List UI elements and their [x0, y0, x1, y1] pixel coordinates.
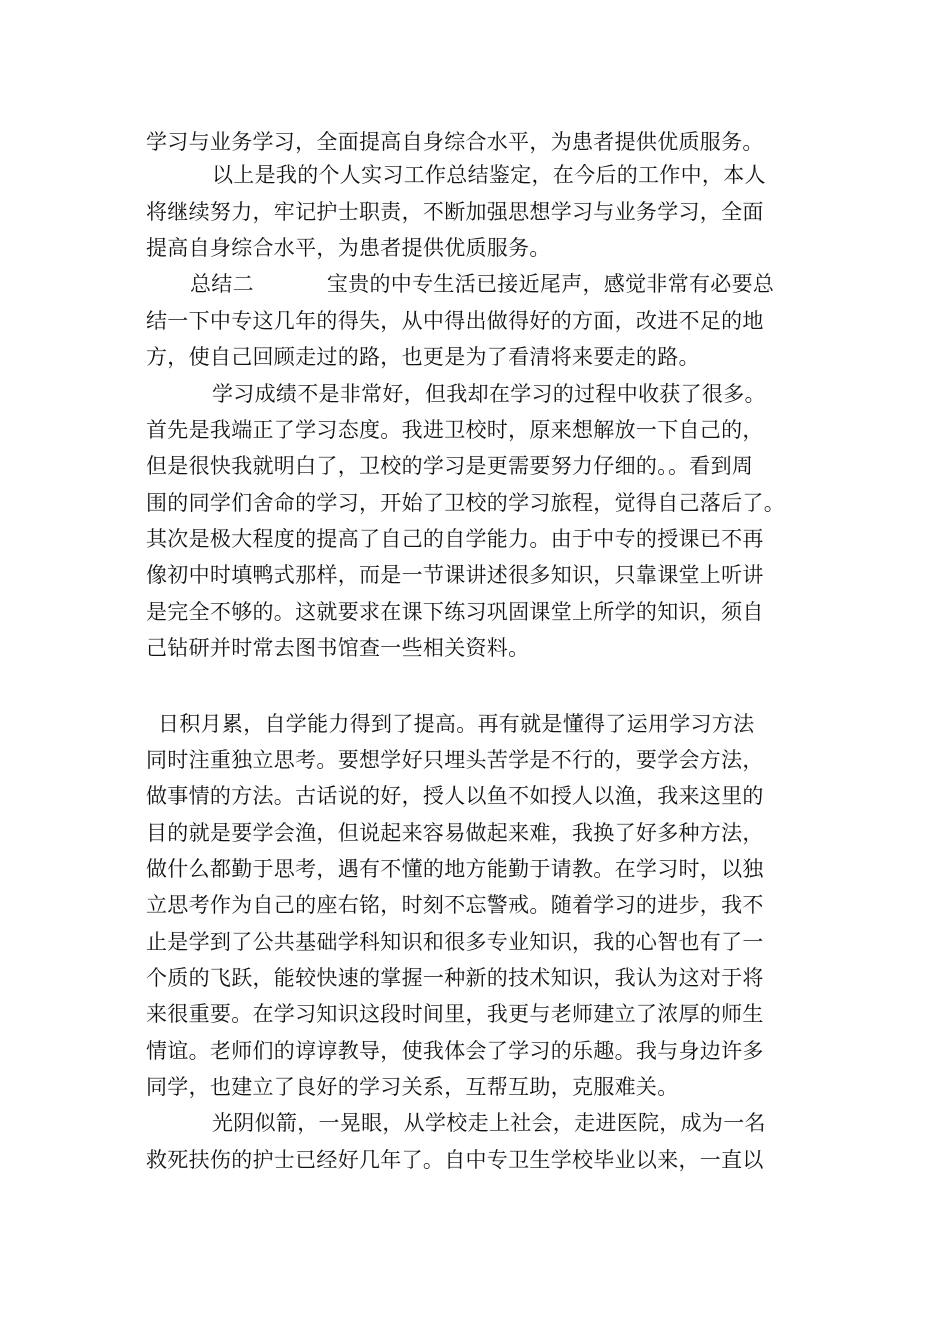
text-line: 方，使自己回顾走过的路，也更是为了看清将来要走的路。 — [146, 345, 700, 369]
text-line: 情谊。老师们的谆谆教导，使我体会了学习的乐趣。我与身边许多 — [146, 1039, 764, 1063]
text-line: 同时注重独立思考。要想学好只埋头苦学是不行的，要学会方法， — [146, 748, 764, 772]
text-line: 以上是我的个人实习工作总结鉴定，在今后的工作中，本人 — [212, 163, 766, 187]
text-line: 结一下中专这几年的得失，从中得出做得好的方面，改进不足的地 — [146, 309, 764, 333]
text-line: 来很重要。在学习知识这段时间里，我更与老师建立了浓厚的师生 — [146, 1002, 764, 1026]
text-line: 围的同学们舍命的学习，开始了卫校的学习旅程，觉得自己落后了。 — [146, 491, 785, 515]
text-line: 个质的飞跃，能较快速的掌握一种新的技术知识，我认为这对于将 — [146, 966, 764, 990]
text-line: 目的就是要学会渔，但说起来容易做起来难，我换了好多种方法， — [146, 821, 764, 845]
text-line: 但是很快我就明白了，卫校的学习是更需要努力仔细的。。看到周 — [146, 454, 754, 478]
text-line: 宝贵的中专生活已接近尾声，感觉非常有必要总 — [326, 272, 775, 296]
document-page — [146, 0, 826, 1344]
section-heading: 总结二 — [190, 272, 254, 296]
text-line: 首先是我端正了学习态度。我进卫校时，原来想解放一下自己的， — [146, 418, 764, 442]
text-line: 止是学到了公共基础学科知识和很多专业知识，我的心智也有了一 — [146, 930, 764, 954]
text-line: 己钻研并时常去图书馆查一些相关资料。 — [146, 636, 530, 660]
text-line: 学习与业务学习，全面提高自身综合水平，为患者提供优质服务。 — [146, 130, 764, 154]
section-line — [190, 270, 774, 298]
text-line: 同学，也建立了良好的学习关系，互帮互助，克服难关。 — [146, 1075, 679, 1099]
text-line: 立思考作为自己的座右铭，时刻不忘警戒。随着学习的进步，我不 — [146, 893, 764, 917]
text-line: 像初中时填鸭式那样，而是一节课讲述很多知识，只靠课堂上听讲 — [146, 563, 764, 587]
text-line: 做什么都勤于思考，遇有不懂的地方能勤于请教。在学习时，以独 — [146, 857, 764, 881]
text-line: 学习成绩不是非常好，但我却在学习的过程中收获了很多。 — [212, 382, 766, 406]
text-line: 提高自身综合水平，为患者提供优质服务。 — [146, 236, 551, 260]
text-line: 救死扶伤的护士已经好几年了。自中专卫生学校毕业以来，一直以 — [146, 1148, 764, 1172]
text-line: 其次是极大程度的提高了自己的自学能力。由于中专的授课已不再 — [146, 527, 764, 551]
text-line: 光阴似箭，一晃眼，从学校走上社会，走进医院，成为一名 — [212, 1111, 766, 1135]
text-line: 将继续努力，牢记护士职责，不断加强思想学习与业务学习，全面 — [146, 200, 764, 224]
text-line: 日积月累，自学能力得到了提高。再有就是懂得了运用学习方法 — [158, 712, 755, 736]
text-line: 做事情的方法。古话说的好，授人以鱼不如授人以渔，我来这里的 — [146, 784, 764, 808]
text-line: 是完全不够的。这就要求在课下练习巩固课堂上所学的知识，须自 — [146, 600, 764, 624]
